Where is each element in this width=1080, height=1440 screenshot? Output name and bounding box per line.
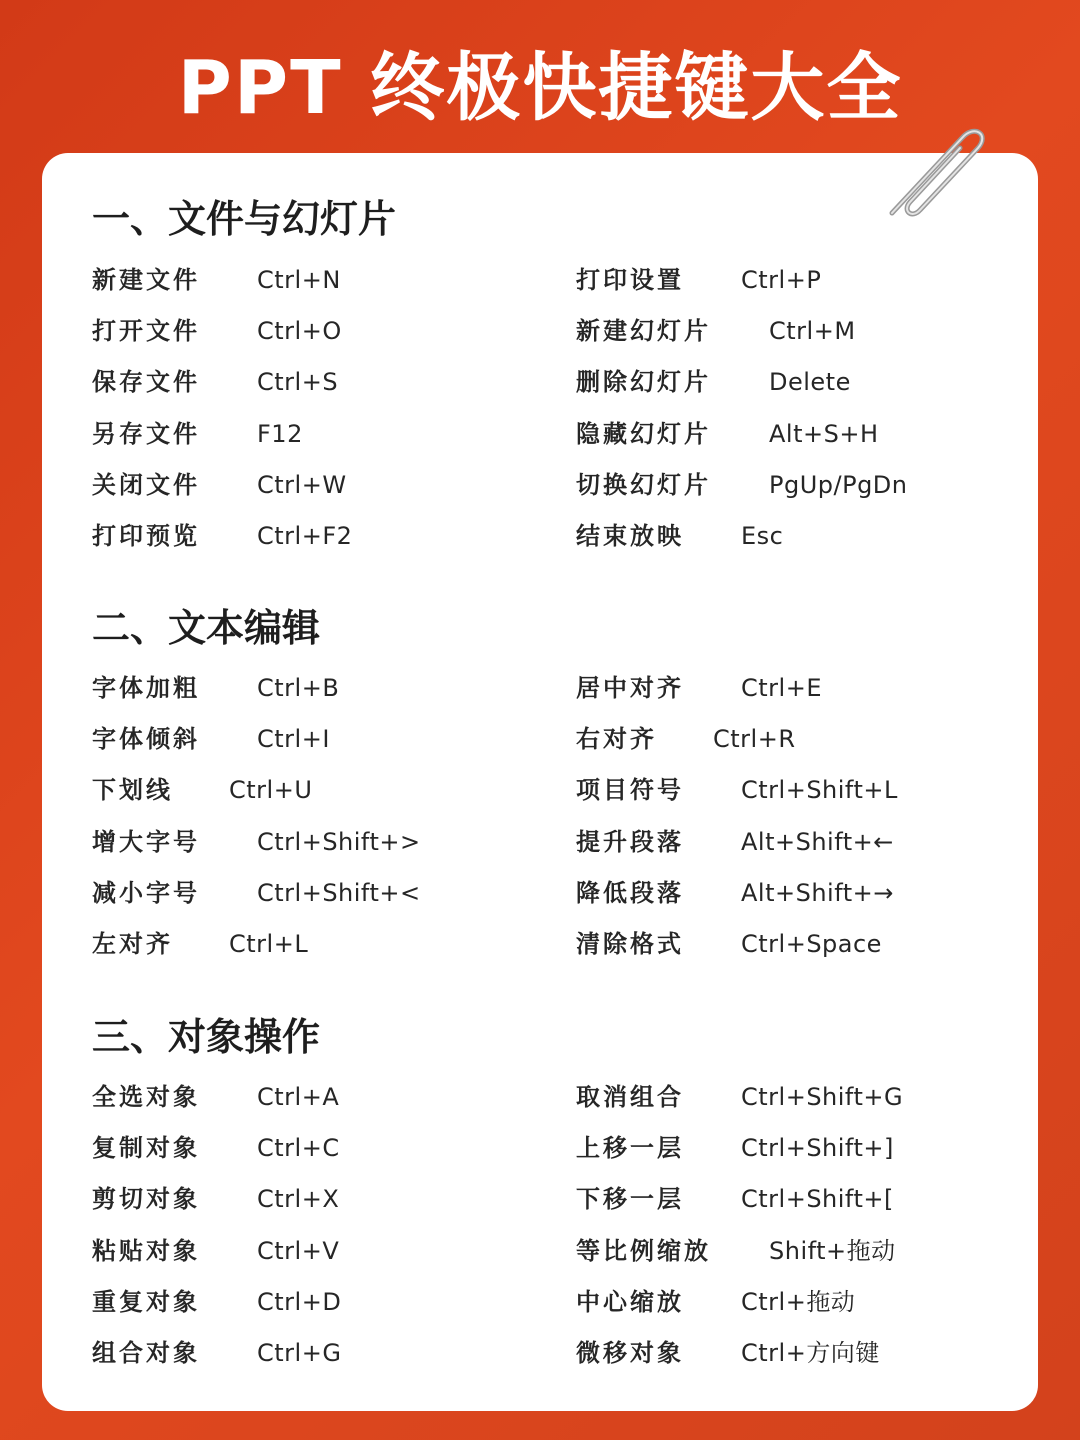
shortcut-label: 结束放映 xyxy=(576,521,684,550)
shortcut-keys: Alt+S+H xyxy=(769,419,879,448)
shortcut-label: 降低段落 xyxy=(576,877,684,907)
shortcut-label: 增大字号 xyxy=(92,826,200,856)
shortcut-keys: Ctrl+Shift+G xyxy=(741,1083,904,1111)
shortcut-label: 取消组合 xyxy=(576,1082,684,1111)
shortcut-label: 字体加粗 xyxy=(92,673,200,702)
shortcut-label: 左对齐 xyxy=(92,929,173,958)
shortcut-label: 微移对象 xyxy=(576,1338,684,1367)
shortcut-keys: Ctrl+Shift+< xyxy=(257,878,421,907)
shortcut-row xyxy=(576,414,1016,454)
shortcut-keys: F12 xyxy=(257,419,303,448)
shortcut-row xyxy=(576,465,1016,505)
shortcut-row xyxy=(576,822,1016,862)
section-heading: 一、文件与幻灯片 xyxy=(92,196,397,241)
shortcut-row xyxy=(576,1231,1016,1271)
shortcut-row xyxy=(92,1333,532,1373)
shortcut-row xyxy=(576,770,1016,810)
shortcut-row xyxy=(576,1128,1016,1168)
shortcut-keys: Ctrl+D xyxy=(257,1287,342,1316)
shortcut-label: 中心缩放 xyxy=(576,1286,684,1316)
shortcut-keys: Ctrl+Space xyxy=(741,930,882,958)
shortcut-row xyxy=(576,719,1016,759)
shortcut-label: 组合对象 xyxy=(92,1338,200,1367)
shortcut-label: 居中对齐 xyxy=(576,673,684,702)
shortcut-label: 新建文件 xyxy=(92,265,200,294)
shortcut-label: 下划线 xyxy=(92,775,173,805)
shortcut-label: 删除幻灯片 xyxy=(576,367,711,397)
shortcut-label: 新建幻灯片 xyxy=(576,316,711,346)
shortcut-label: 右对齐 xyxy=(576,724,657,754)
shortcut-label: 关闭文件 xyxy=(92,469,200,499)
shortcut-keys: Ctrl+Shift+> xyxy=(257,827,421,856)
shortcut-label: 字体倾斜 xyxy=(92,724,200,754)
shortcut-keys: Ctrl+U xyxy=(229,776,313,805)
shortcut-row xyxy=(92,668,532,708)
shortcut-keys: Alt+Shift+→ xyxy=(741,878,894,907)
shortcut-keys: PgUp/PgDn xyxy=(769,470,908,499)
shortcut-keys: Ctrl+I xyxy=(257,725,330,754)
shortcut-row xyxy=(576,1333,1016,1373)
shortcut-row xyxy=(92,873,532,913)
shortcut-label: 减小字号 xyxy=(92,877,200,907)
shortcut-keys: Ctrl+A xyxy=(257,1083,340,1111)
shortcut-row xyxy=(92,770,532,810)
shortcut-label: 另存文件 xyxy=(92,418,200,448)
shortcut-row xyxy=(576,668,1016,708)
shortcut-label: 隐藏幻灯片 xyxy=(576,418,711,448)
shortcut-row xyxy=(92,465,532,505)
section-heading: 三、对象操作 xyxy=(92,1014,321,1059)
shortcut-label: 清除格式 xyxy=(576,929,684,958)
shortcut-row xyxy=(576,516,1016,556)
shortcut-keys: Ctrl+G xyxy=(257,1339,342,1367)
shortcut-row xyxy=(576,1282,1016,1322)
shortcut-keys: Ctrl+P xyxy=(741,266,822,294)
shortcut-label: 全选对象 xyxy=(92,1082,200,1111)
shortcut-keys: Ctrl+方向键 xyxy=(741,1339,880,1367)
shortcut-keys: Ctrl+V xyxy=(257,1236,340,1265)
shortcut-label: 等比例缩放 xyxy=(576,1235,711,1265)
shortcut-row xyxy=(92,1282,532,1322)
shortcut-keys: Ctrl+O xyxy=(257,317,342,346)
shortcut-keys: Ctrl+Shift+] xyxy=(741,1134,894,1163)
shortcut-label: 提升段落 xyxy=(576,826,684,856)
shortcut-row xyxy=(92,1231,532,1271)
shortcut-row xyxy=(92,1077,532,1117)
page-title: PPT 终极快捷键大全 xyxy=(177,45,903,131)
shortcut-keys: Ctrl+X xyxy=(257,1185,340,1214)
shortcut-row xyxy=(576,873,1016,913)
shortcut-row xyxy=(92,362,532,402)
shortcut-keys: Ctrl+S xyxy=(257,368,339,397)
shortcut-row xyxy=(92,311,532,351)
paperclip-icon xyxy=(862,108,992,228)
shortcut-row xyxy=(576,311,1016,351)
shortcut-keys: Ctrl+B xyxy=(257,674,340,702)
shortcut-keys: Ctrl+F2 xyxy=(257,522,353,550)
shortcut-row xyxy=(92,924,532,964)
section-heading: 二、文本编辑 xyxy=(92,605,321,650)
shortcut-row xyxy=(92,1179,532,1219)
shortcut-keys: Esc xyxy=(741,522,784,550)
shortcut-keys: Ctrl+L xyxy=(229,930,309,958)
shortcut-label: 打印设置 xyxy=(576,265,684,294)
shortcut-row xyxy=(92,822,532,862)
shortcut-row xyxy=(576,260,1016,300)
shortcut-label: 打印预览 xyxy=(92,521,200,550)
shortcut-label: 复制对象 xyxy=(92,1133,200,1163)
shortcut-label: 保存文件 xyxy=(92,367,200,397)
shortcut-keys: Ctrl+N xyxy=(257,266,341,294)
shortcut-keys: Ctrl+拖动 xyxy=(741,1287,856,1316)
shortcut-keys: Shift+拖动 xyxy=(769,1236,896,1265)
shortcut-row xyxy=(576,362,1016,402)
shortcut-label: 项目符号 xyxy=(576,775,684,805)
shortcut-label: 下移一层 xyxy=(576,1184,684,1214)
shortcut-label: 切换幻灯片 xyxy=(576,469,711,499)
shortcut-row xyxy=(576,1077,1016,1117)
shortcut-keys: Ctrl+W xyxy=(257,470,347,499)
shortcut-keys: Ctrl+M xyxy=(769,317,856,346)
shortcut-keys: Ctrl+Shift+L xyxy=(741,776,898,805)
shortcut-keys: Ctrl+E xyxy=(741,674,822,702)
shortcut-label: 重复对象 xyxy=(92,1286,200,1316)
shortcut-label: 剪切对象 xyxy=(92,1184,200,1214)
shortcut-row xyxy=(576,924,1016,964)
shortcut-keys: Alt+Shift+← xyxy=(741,827,894,856)
shortcut-row xyxy=(92,516,532,556)
shortcut-keys: Ctrl+R xyxy=(713,725,796,754)
shortcut-row xyxy=(92,260,532,300)
shortcut-label: 上移一层 xyxy=(576,1133,684,1163)
shortcut-label: 粘贴对象 xyxy=(92,1235,200,1265)
shortcut-row xyxy=(92,1128,532,1168)
shortcut-keys: Delete xyxy=(769,368,851,397)
shortcut-row xyxy=(576,1179,1016,1219)
shortcut-keys: Ctrl+Shift+[ xyxy=(741,1185,894,1214)
shortcut-row xyxy=(92,414,532,454)
shortcut-keys: Ctrl+C xyxy=(257,1134,340,1163)
shortcut-label: 打开文件 xyxy=(92,316,200,346)
shortcut-row xyxy=(92,719,532,759)
